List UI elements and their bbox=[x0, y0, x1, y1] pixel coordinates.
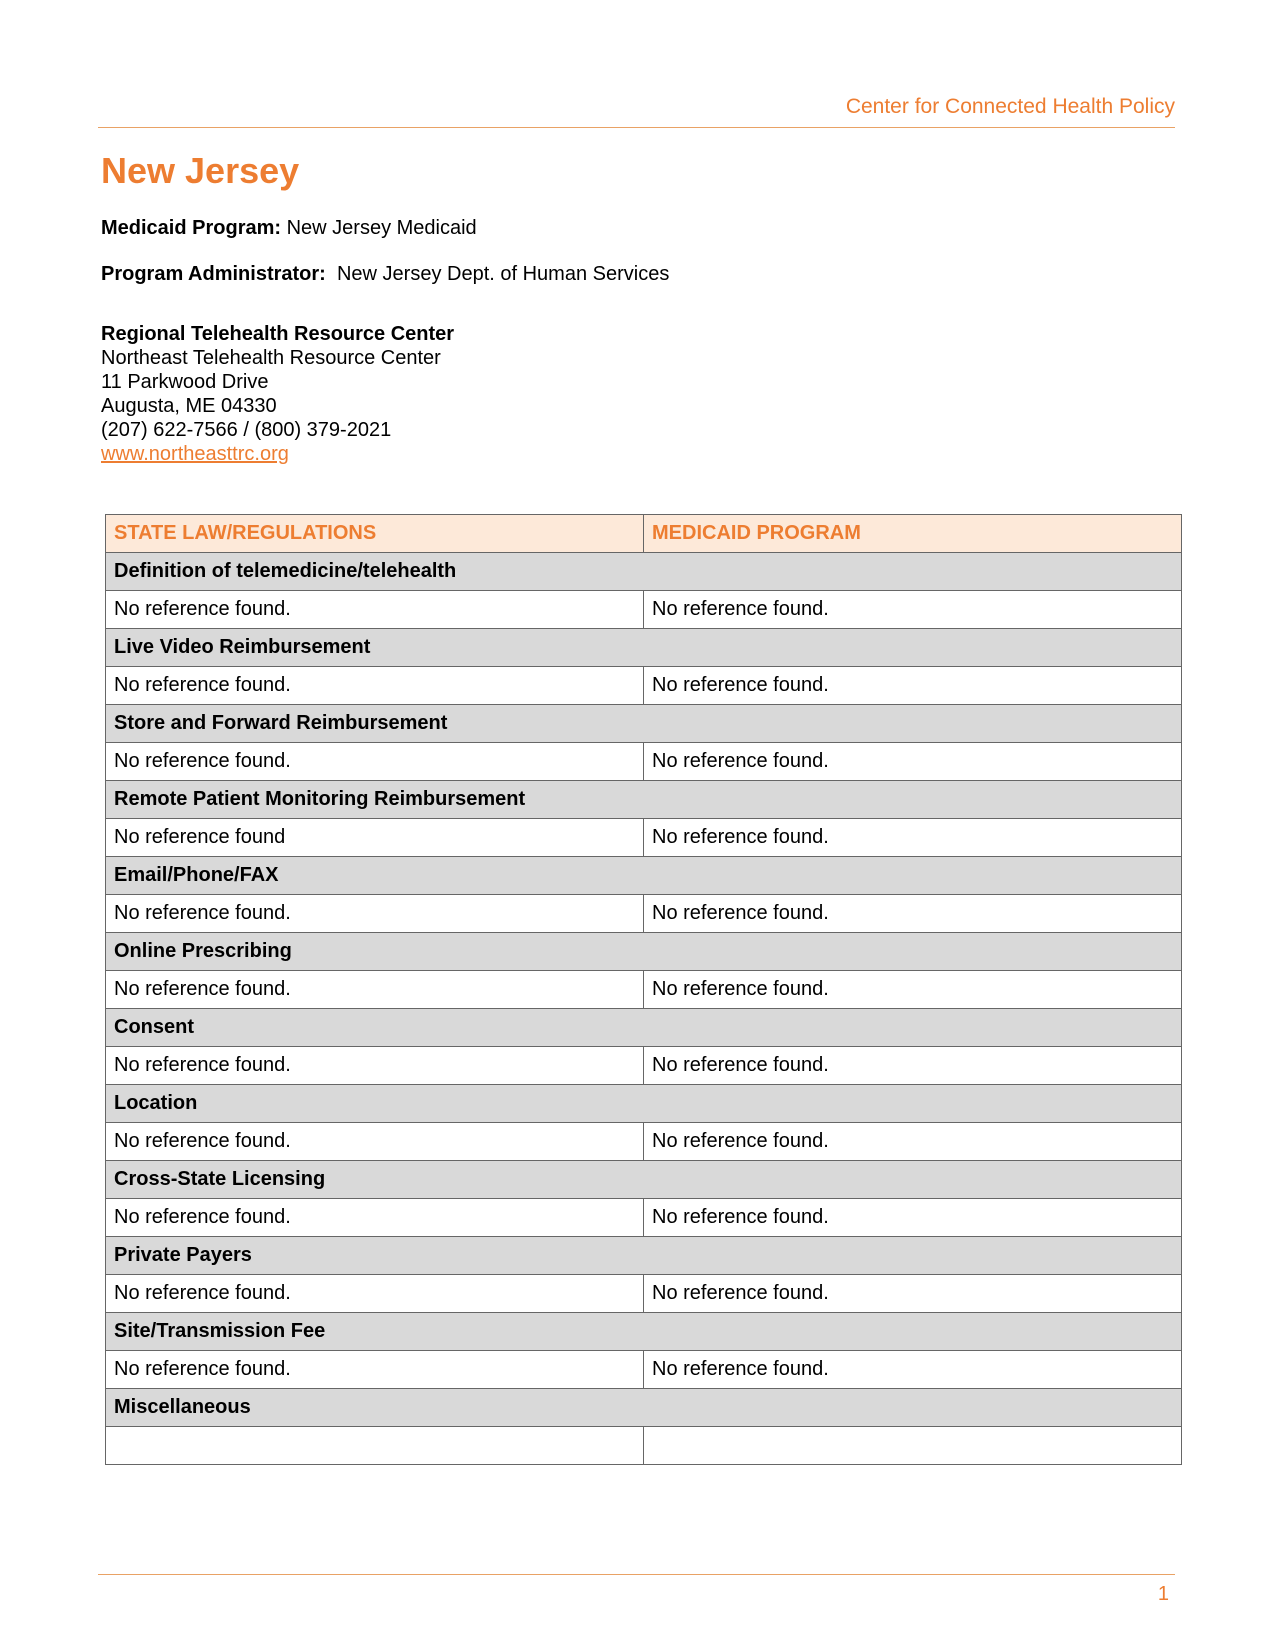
state-law-cell: No reference found. bbox=[106, 895, 644, 933]
table-header-row bbox=[106, 515, 1182, 553]
table-row bbox=[106, 591, 1182, 629]
medicaid-cell: No reference found. bbox=[644, 667, 1182, 705]
section-row bbox=[106, 857, 1182, 895]
section-row bbox=[106, 705, 1182, 743]
table-row bbox=[106, 667, 1182, 705]
medicaid-cell: No reference found. bbox=[644, 895, 1182, 933]
medicaid-program-value: New Jersey Medicaid bbox=[286, 217, 477, 239]
state-law-cell: No reference found. bbox=[106, 1123, 644, 1161]
state-law-cell: No reference found. bbox=[106, 1199, 644, 1237]
section-row bbox=[106, 1161, 1182, 1199]
table-row bbox=[106, 1123, 1182, 1161]
medicaid-cell: No reference found. bbox=[644, 1351, 1182, 1389]
section-title: Definition of telemedicine/telehealth bbox=[106, 553, 1182, 591]
section-title: Live Video Reimbursement bbox=[106, 629, 1182, 667]
page-footer bbox=[98, 1574, 1175, 1605]
section-row bbox=[106, 1389, 1182, 1427]
rtrc-address-line1: 11 Parkwood Drive bbox=[101, 371, 269, 393]
table-row bbox=[106, 819, 1182, 857]
table-row bbox=[106, 895, 1182, 933]
rtrc-name: Northeast Telehealth Resource Center bbox=[101, 347, 441, 369]
table-row bbox=[106, 743, 1182, 781]
rtrc-website-link[interactable]: www.northeasttrc.org bbox=[101, 443, 289, 465]
medicaid-cell: No reference found. bbox=[644, 1123, 1182, 1161]
section-title: Online Prescribing bbox=[106, 933, 1182, 971]
section-row bbox=[106, 1313, 1182, 1351]
program-administrator-value: New Jersey Dept. of Human Services bbox=[336, 263, 670, 285]
page-number: 1 bbox=[1157, 1583, 1169, 1605]
medicaid-cell: No reference found. bbox=[644, 743, 1182, 781]
state-law-cell bbox=[106, 1427, 644, 1465]
table-row bbox=[106, 1199, 1182, 1237]
state-law-cell: No reference found. bbox=[106, 1047, 644, 1085]
medicaid-cell: No reference found. bbox=[644, 819, 1182, 857]
medicaid-cell: No reference found. bbox=[644, 1047, 1182, 1085]
section-title: Consent bbox=[106, 1009, 1182, 1047]
medicaid-program-line bbox=[101, 216, 477, 240]
page-header bbox=[98, 92, 1175, 128]
table-row bbox=[106, 1047, 1182, 1085]
section-title: Email/Phone/FAX bbox=[106, 857, 1182, 895]
header-org-name: Center for Connected Health Policy bbox=[845, 95, 1175, 118]
section-row bbox=[106, 1237, 1182, 1275]
section-row bbox=[106, 781, 1182, 819]
medicaid-cell: No reference found. bbox=[644, 591, 1182, 629]
column-header-state-law: STATE LAW/REGULATIONS bbox=[106, 515, 644, 553]
section-row bbox=[106, 553, 1182, 591]
state-law-cell: No reference found. bbox=[106, 971, 644, 1009]
state-law-cell: No reference found. bbox=[106, 591, 644, 629]
section-row bbox=[106, 1009, 1182, 1047]
state-law-cell: No reference found. bbox=[106, 1351, 644, 1389]
rtrc-heading: Regional Telehealth Resource Center bbox=[101, 323, 455, 345]
medicaid-cell: No reference found. bbox=[644, 1199, 1182, 1237]
table-row bbox=[106, 1427, 1182, 1465]
state-law-cell: No reference found bbox=[106, 819, 644, 857]
rtrc-phone: (207) 622-7566 / (800) 379-2021 bbox=[101, 419, 392, 441]
state-law-cell: No reference found. bbox=[106, 1275, 644, 1313]
section-row bbox=[106, 1085, 1182, 1123]
page-title: New Jersey bbox=[101, 150, 300, 191]
program-administrator-line bbox=[101, 262, 669, 286]
table-row bbox=[106, 1275, 1182, 1313]
medicaid-cell bbox=[644, 1427, 1182, 1465]
section-title: Cross-State Licensing bbox=[106, 1161, 1182, 1199]
section-title: Miscellaneous bbox=[106, 1389, 1182, 1427]
table-row bbox=[106, 971, 1182, 1009]
table-row bbox=[106, 1351, 1182, 1389]
state-law-cell: No reference found. bbox=[106, 667, 644, 705]
program-administrator-label: Program Administrator: bbox=[101, 263, 326, 285]
rtrc-block bbox=[101, 322, 454, 466]
section-title: Private Payers bbox=[106, 1237, 1182, 1275]
section-row bbox=[106, 933, 1182, 971]
section-title: Location bbox=[106, 1085, 1182, 1123]
medicaid-cell: No reference found. bbox=[644, 1275, 1182, 1313]
section-title: Remote Patient Monitoring Reimbursement bbox=[106, 781, 1182, 819]
rtrc-address-line2: Augusta, ME 04330 bbox=[101, 395, 277, 417]
medicaid-cell: No reference found. bbox=[644, 971, 1182, 1009]
medicaid-program-label: Medicaid Program: bbox=[101, 217, 282, 239]
state-law-cell: No reference found. bbox=[106, 743, 644, 781]
section-title: Site/Transmission Fee bbox=[106, 1313, 1182, 1351]
policy-table bbox=[105, 514, 1182, 1465]
section-row bbox=[106, 629, 1182, 667]
column-header-medicaid: MEDICAID PROGRAM bbox=[644, 515, 1182, 553]
section-title: Store and Forward Reimbursement bbox=[106, 705, 1182, 743]
